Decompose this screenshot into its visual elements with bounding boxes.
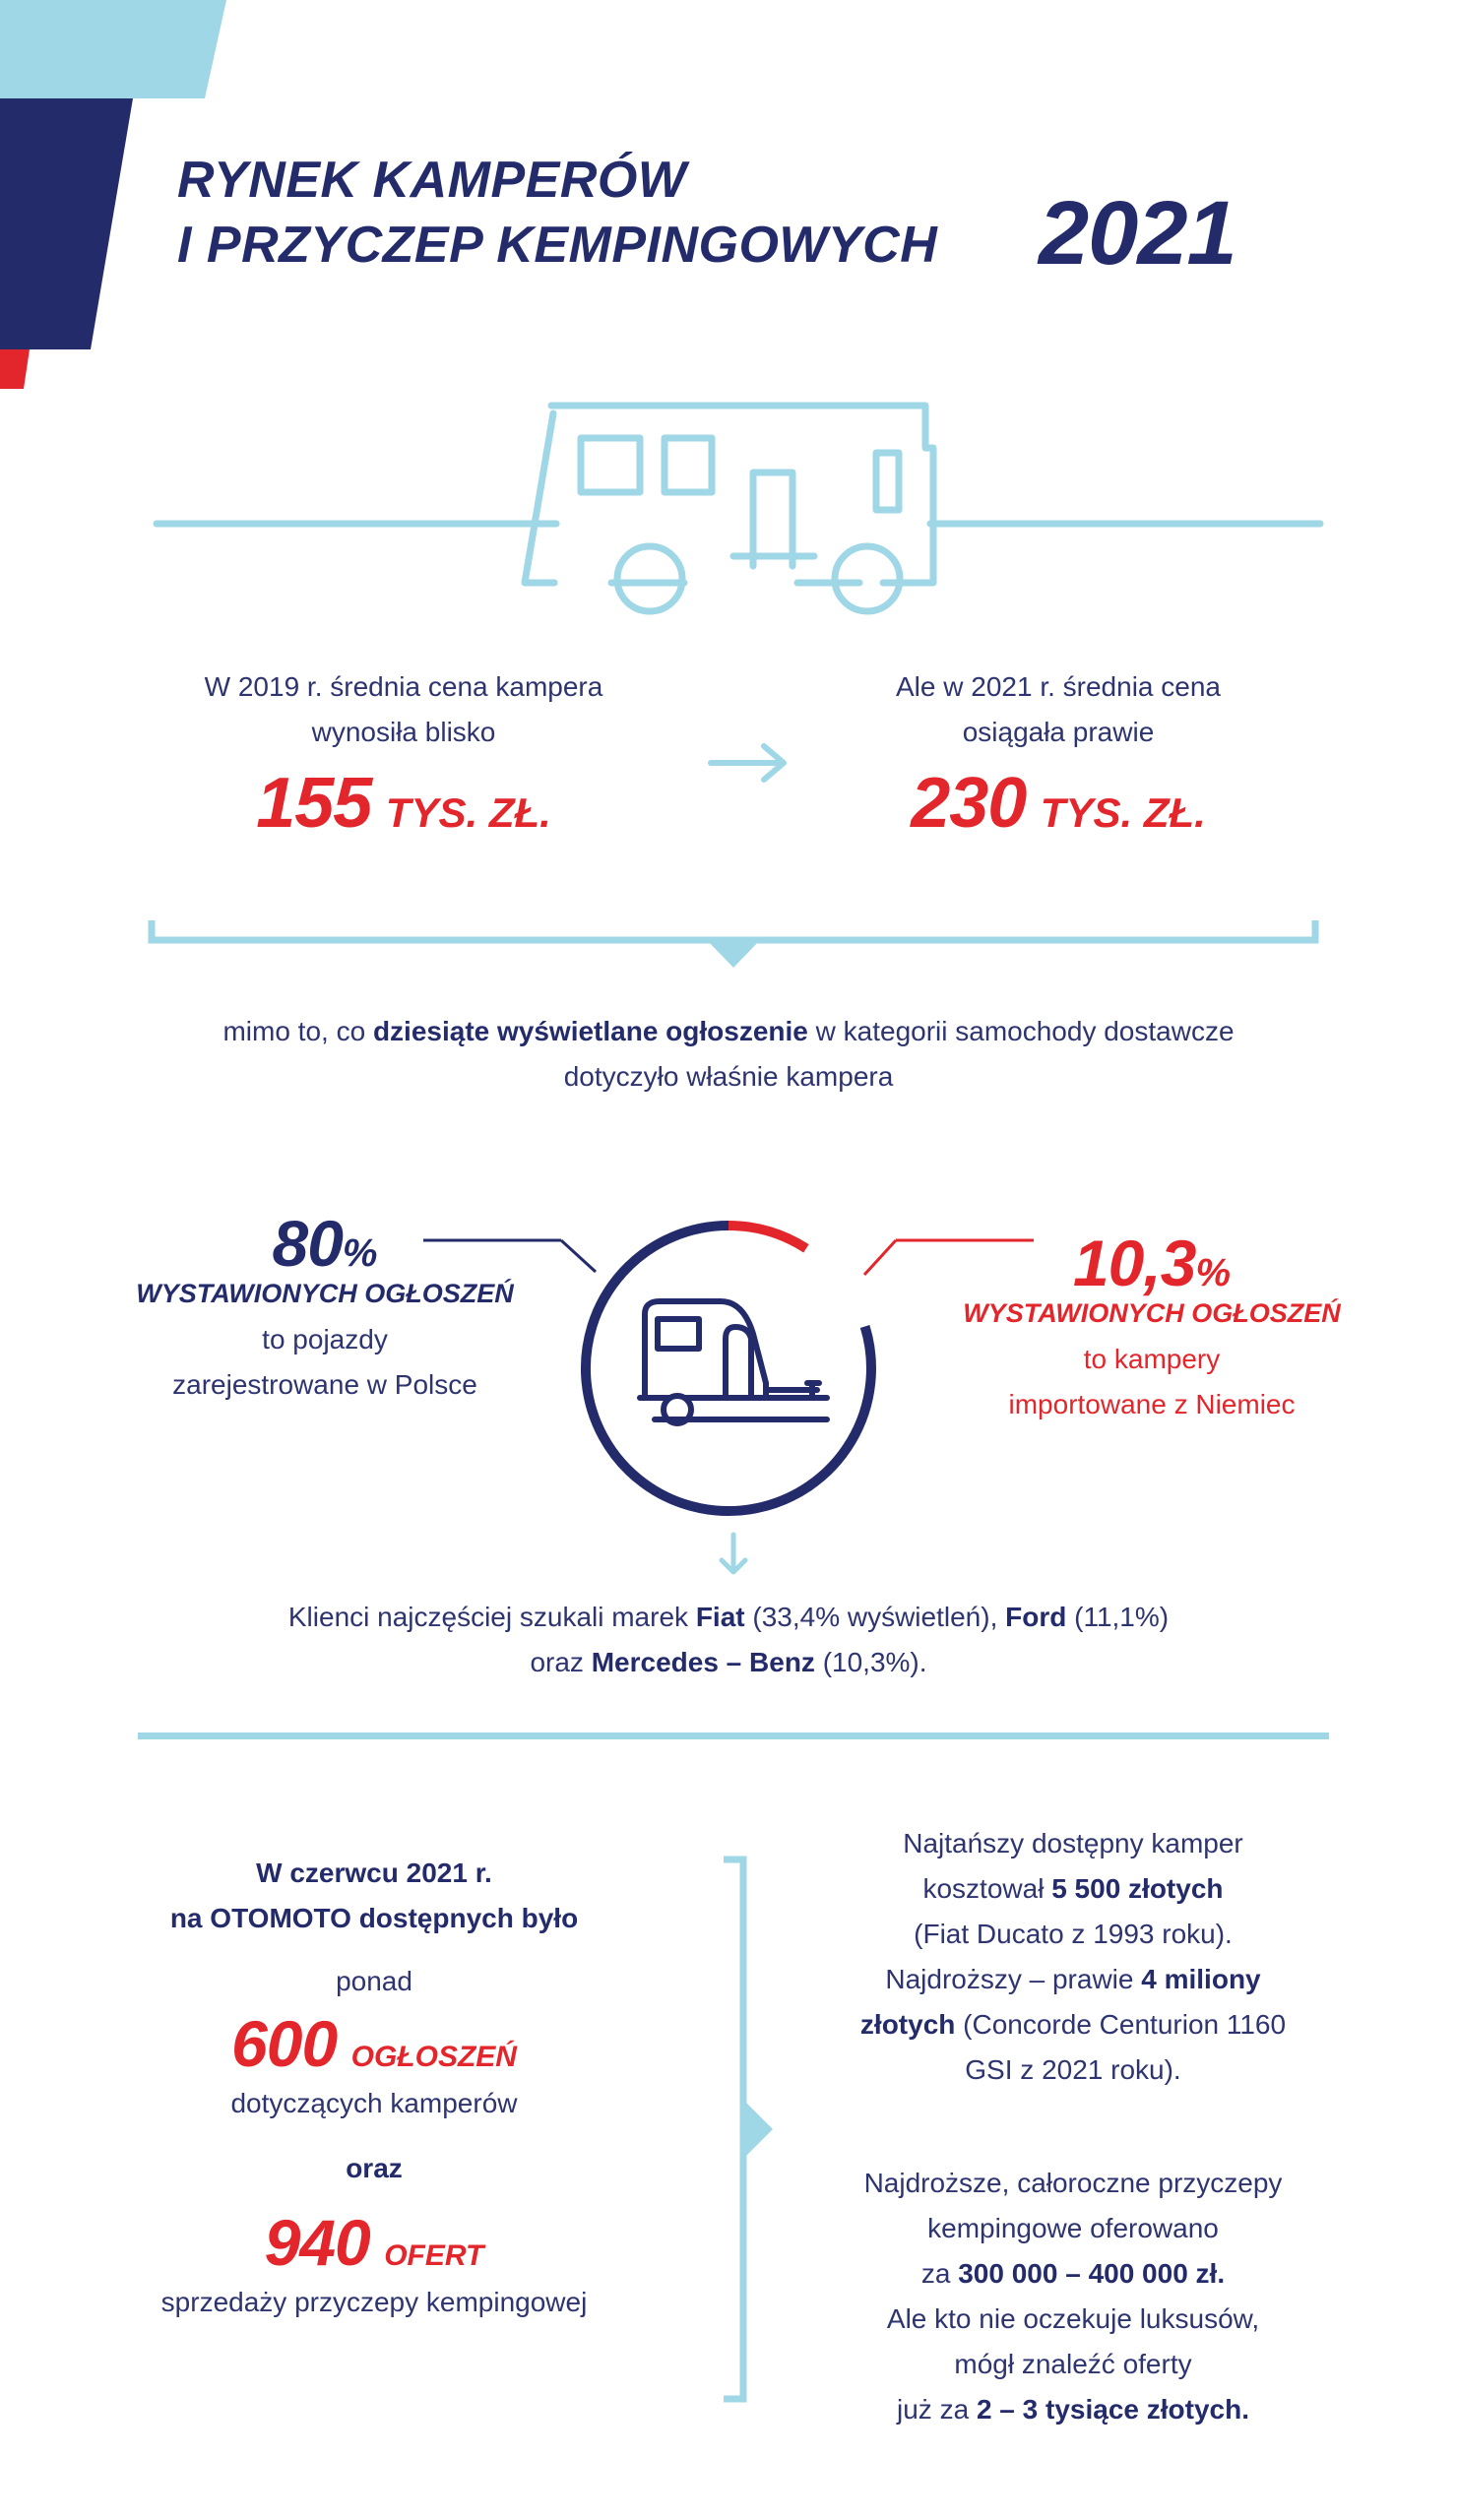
brand-fiat: Fiat (695, 1602, 745, 1632)
trailers-count-unit: OFERT (384, 2239, 484, 2272)
campers-count-number: 600 (231, 2007, 338, 2080)
views-pre: mimo to, co (222, 1016, 373, 1046)
extremes-p1-line5-post: (Concorde Centurion 1160 (955, 2009, 1287, 2040)
views-text (98, 1009, 1359, 1100)
share-germany-percent (906, 1226, 1398, 1300)
share-poland-percent (79, 1206, 571, 1281)
extremes-p2-line3-pre: za (920, 2258, 959, 2289)
extremes-p1-line1: Najtańszy dostępny kamper (903, 1828, 1243, 1858)
page-title (177, 148, 937, 278)
price-2019-line2: wynosiła blisko (311, 717, 496, 747)
share-germany-desc-line1: to kampery (1083, 1344, 1221, 1374)
offers-oraz: oraz (346, 2153, 403, 2183)
share-poland-desc-line2: zarejestrowane w Polsce (172, 1369, 477, 1400)
section-divider (138, 1732, 1329, 1739)
donut-red-arc (728, 1226, 806, 1248)
extremes-p1-line4-bold: 4 miliony (1141, 1964, 1261, 1994)
campers-count (108, 2006, 640, 2081)
extremes-p2-line6-bold: 2 – 3 tysiące złotych. (976, 2394, 1249, 2425)
year-label: 2021 (1039, 183, 1236, 284)
share-germany-number: 10,3 (1072, 1227, 1196, 1299)
share-poland (79, 1206, 571, 1408)
share-germany (906, 1226, 1398, 1427)
arrow-right-icon (707, 738, 791, 788)
arrow-down-icon (714, 1531, 753, 1580)
brands-t2: (33,4% wyświetleń), (744, 1602, 1006, 1632)
extremes-p1-line2-pre: kosztował (922, 1873, 1052, 1904)
share-poland-sign: % (342, 1231, 378, 1275)
share-poland-desc (79, 1317, 571, 1408)
extremes-p1-line6: GSI z 2021 roku). (965, 2054, 1181, 2085)
price-2019-number: 155 (256, 764, 372, 843)
extremes-campers (807, 1821, 1339, 2093)
views-bold: dziesiąte wyświetlane ogłoszenie (372, 1016, 808, 1046)
price-2021-line1: Ale w 2021 r. średnia cena (896, 671, 1221, 702)
camper-van-icon (153, 394, 1324, 630)
views-post: w kategorii samochody dostawcze (807, 1016, 1235, 1046)
extremes-p2-line2: kempingowe oferowano (927, 2213, 1219, 2243)
bracket-divider (148, 920, 1319, 975)
campers-count-unit: OGŁOSZEŃ (350, 2041, 517, 2073)
extremes-p2-line4: Ale kto nie oczekuje luksusów, (886, 2303, 1260, 2334)
share-germany-sign: % (1195, 1251, 1232, 1294)
brands-text (98, 1595, 1359, 1685)
extremes-p2-line3-bold: 300 000 – 400 000 zł. (958, 2258, 1226, 2289)
offers-intro-line1: W czerwcu 2021 r. (256, 1858, 492, 1888)
share-germany-desc (906, 1337, 1398, 1427)
bracket-vertical (724, 1856, 783, 2407)
campers-count-desc: dotyczących kamperów (230, 2088, 518, 2118)
price-2021-line2: osiągała prawie (962, 717, 1155, 747)
price-2021-text (783, 664, 1334, 755)
trailers-count-desc: sprzedaży przyczepy kempingowej (160, 2287, 588, 2317)
price-2021-value (783, 763, 1334, 844)
price-2019-text (128, 664, 679, 755)
extremes-p2-line6-pre: już za (897, 2394, 977, 2425)
caravan-icon (640, 1301, 827, 1423)
brands-t5: (10,3%). (814, 1647, 927, 1677)
brands-t3: (11,1%) (1066, 1602, 1170, 1632)
title-line-2: I PRZYCZEP KEMPINGOWYCH (177, 217, 938, 274)
extremes-p1-line2-bold: 5 500 złotych (1051, 1873, 1224, 1904)
share-poland-label: WYSTAWIONYCH OGŁOSZEŃ (136, 1279, 514, 1308)
share-poland-desc-line1: to pojazdy (262, 1324, 388, 1354)
offers-ponad: ponad (336, 1966, 412, 1996)
price-2019-value (128, 763, 679, 844)
extremes-p1-line4-pre: Najdroższy – prawie (885, 1964, 1142, 1994)
trailers-count-number: 940 (264, 2206, 370, 2279)
brands-t1: Klienci najczęściej szukali marek (287, 1602, 696, 1632)
share-poland-number: 80 (272, 1207, 343, 1280)
offers-block (108, 1851, 640, 2325)
brand-mercedes: Mercedes – Benz (591, 1647, 815, 1677)
price-2019-unit: TYS. ZŁ. (385, 789, 551, 836)
price-2021-unit: TYS. ZŁ. (1040, 789, 1206, 836)
offers-intro (108, 1851, 640, 1941)
extremes-p2-line1: Najdroższe, całoroczne przyczepy (863, 2168, 1283, 2198)
extremes-p1-line3: (Fiat Ducato z 1993 roku). (914, 1919, 1233, 1949)
share-germany-label: WYSTAWIONYCH OGŁOSZEŃ (963, 1298, 1341, 1328)
price-2019-line1: W 2019 r. średnia cena kampera (204, 671, 603, 702)
brands-t4: oraz (530, 1647, 592, 1677)
extremes-trailers (807, 2161, 1339, 2432)
views-line2: dotyczyło właśnie kampera (563, 1061, 894, 1092)
offers-intro-line2: na OTOMOTO dostępnych było (169, 1903, 579, 1933)
trailers-count (108, 2205, 640, 2280)
extremes-p2-line5: mógł znaleźć oferty (954, 2349, 1192, 2379)
extremes-p1-line5-bold: złotych (859, 2009, 956, 2040)
title-line-1: RYNEK KAMPERÓW (177, 152, 687, 209)
share-germany-desc-line2: importowane z Niemiec (1008, 1389, 1296, 1419)
brand-ford: Ford (1005, 1602, 1067, 1632)
price-2021-number: 230 (911, 764, 1027, 843)
